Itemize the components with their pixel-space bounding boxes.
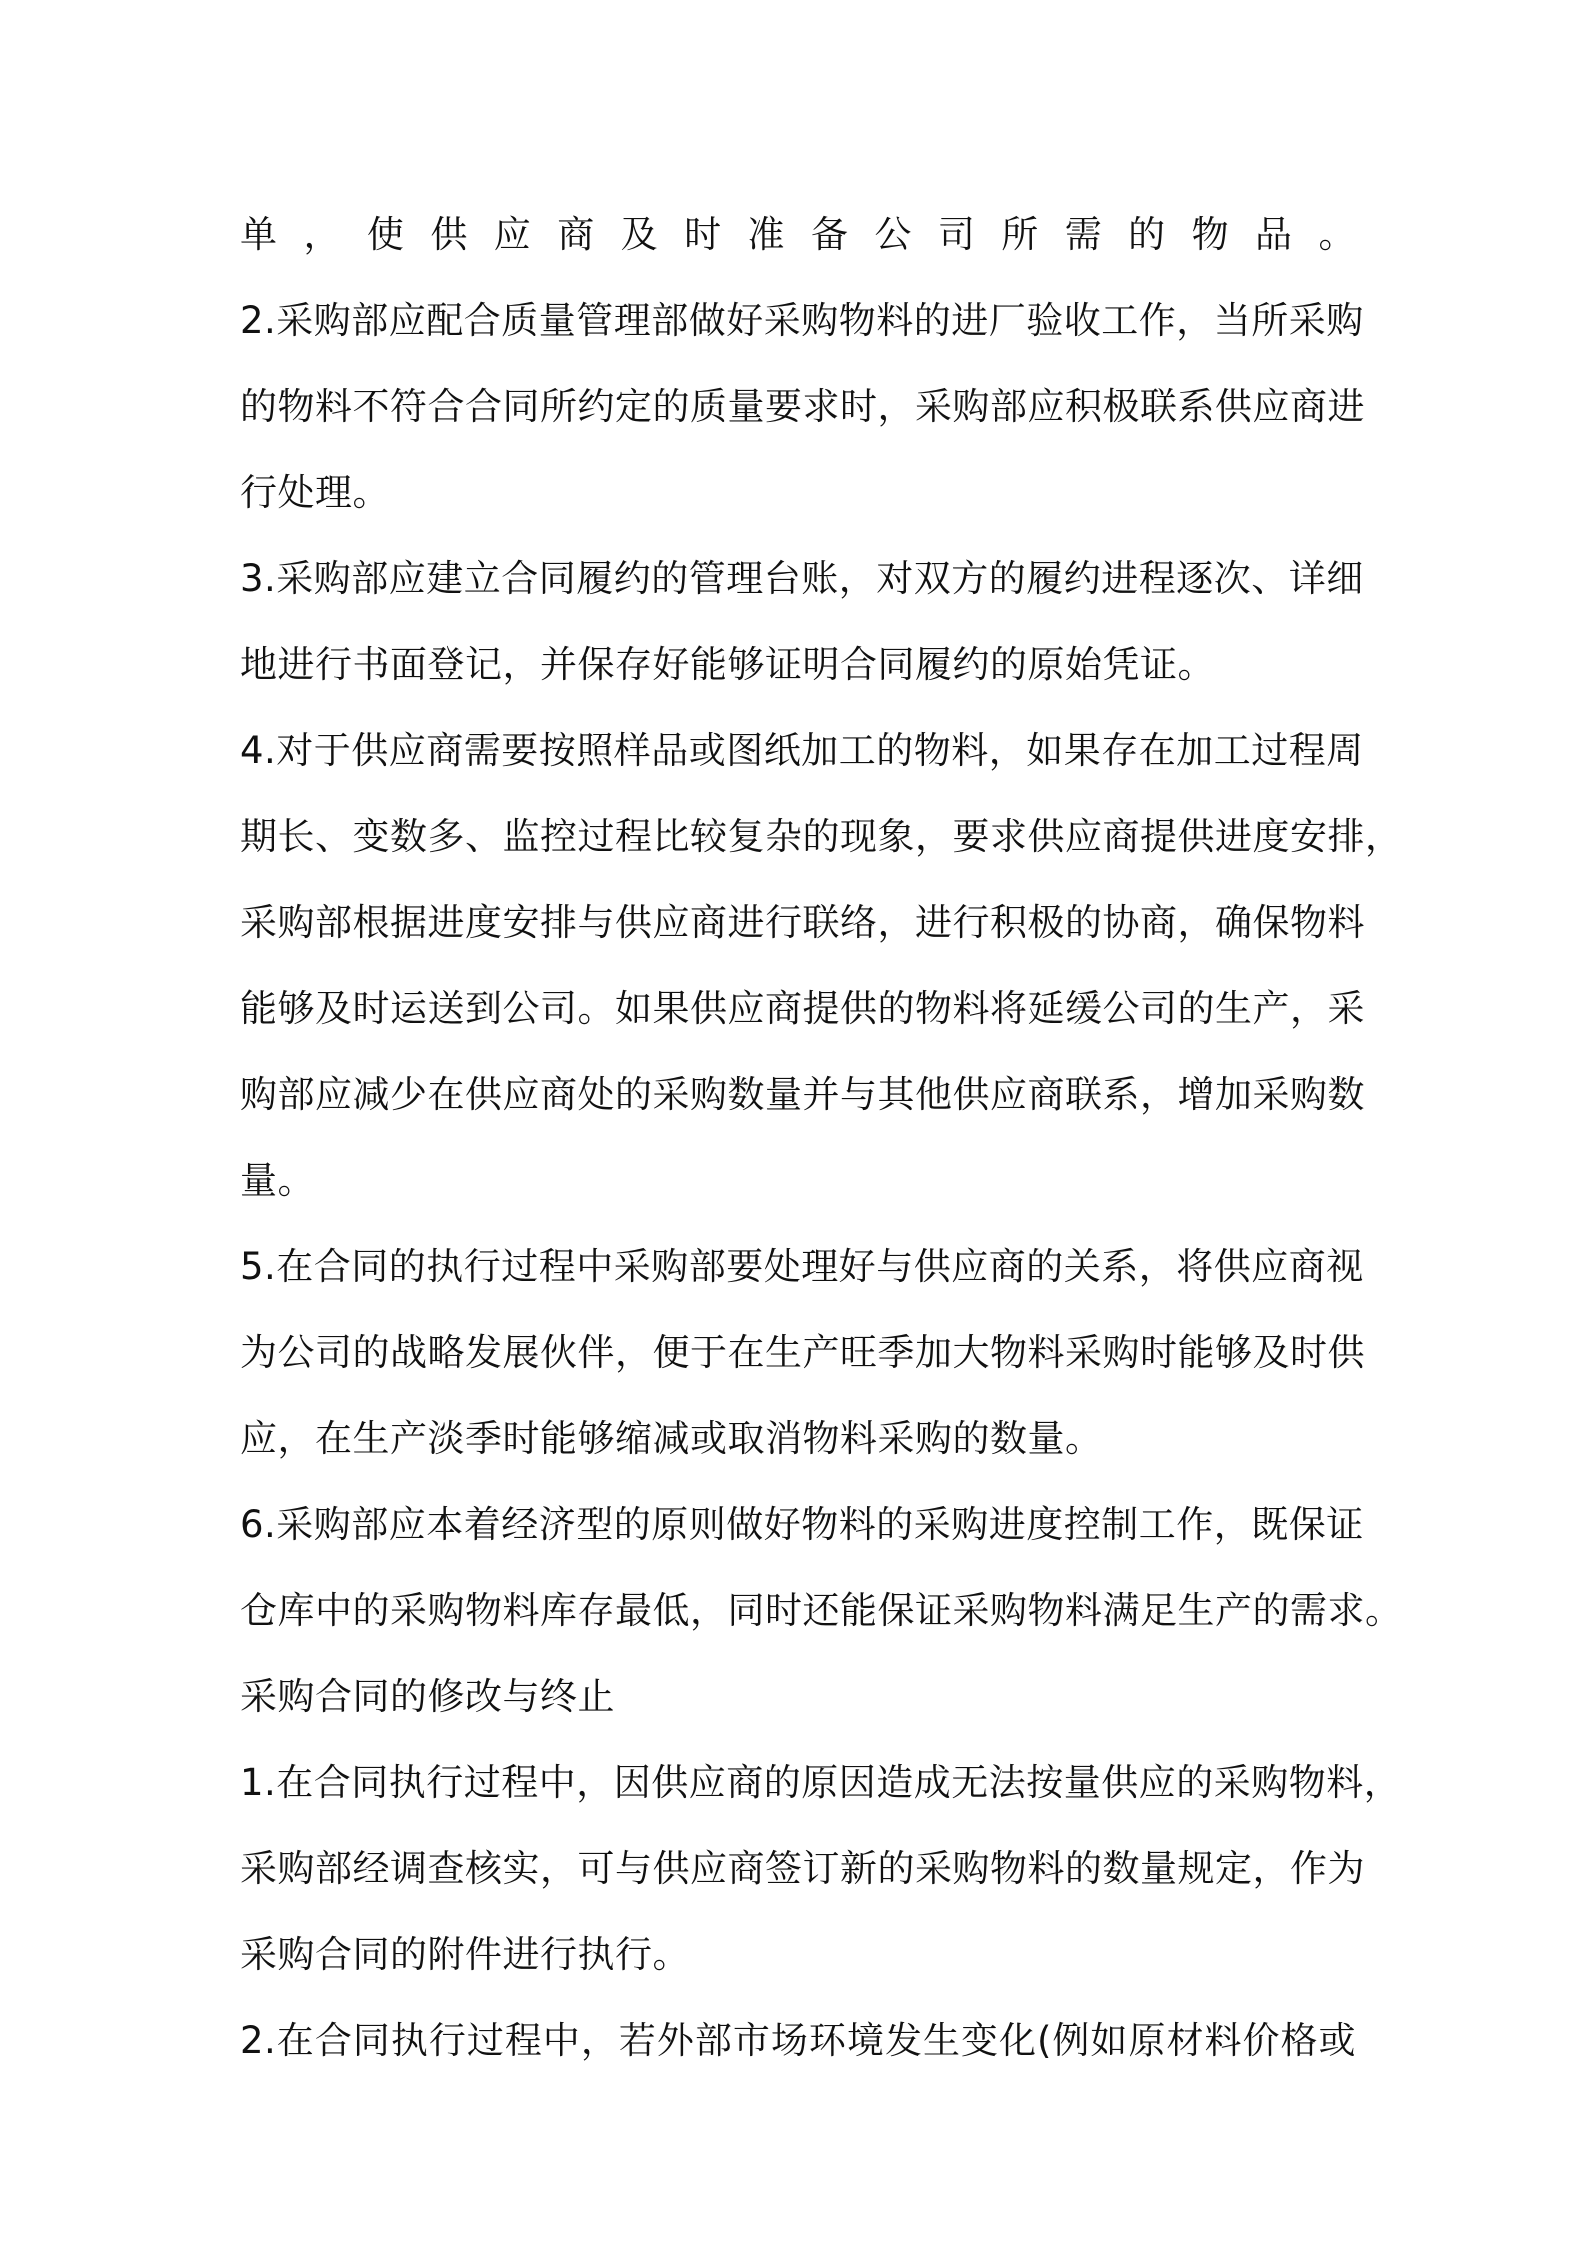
document-body [240,192,1403,2084]
text-line: 期长、变数多、监控过程比较复杂的现象，要求供应商提供进度安排， [240,815,1403,858]
section-heading: 采购合同的修改与终止 [240,1675,615,1718]
text-line: 1.在合同执行过程中，因供应商的原因造成无法按量供应的采购物料， [240,1761,1402,1804]
text-line: 6.采购部应本着经济型的原则做好物料的采购进度控制工作，既保证 [240,1503,1364,1546]
text-line: 5.在合同的执行过程中采购部要处理好与供应商的关系，将供应商视 [240,1245,1364,1288]
text-line: 3.采购部应建立合同履约的管理台账，对双方的履约进程逐次、详细 [240,557,1364,600]
text-line: 购部应减少在供应商处的采购数量并与其他供应商联系，增加采购数 [240,1073,1365,1116]
text-line: 地进行书面登记，并保存好能够证明合同履约的原始凭证。 [240,643,1215,686]
text-line: 行处理。 [240,471,390,514]
text-line: 4.对于供应商需要按照样品或图纸加工的物料，如果存在加工过程周 [240,729,1364,772]
text-line: 量。 [240,1159,315,1202]
text-line: 的物料不符合合同所约定的质量要求时，采购部应积极联系供应商进 [240,385,1365,428]
text-line: 仓库中的采购物料库存最低，同时还能保证采购物料满足生产的需求。 [240,1589,1403,1632]
text-line: 单，使供应商及时准备公司所需的物品。 [240,213,1356,256]
text-line: 2.采购部应配合质量管理部做好采购物料的进厂验收工作，当所采购 [240,299,1364,342]
text-line: 采购部根据进度安排与供应商进行联络，进行积极的协商，确保物料 [240,901,1365,944]
text-line: 能够及时运送到公司。如果供应商提供的物料将延缓公司的生产，采 [240,987,1365,1030]
text-line: 2.在合同执行过程中，若外部市场环境发生变化(例如原材料价格或 [240,2019,1356,2062]
text-line: 为公司的战略发展伙伴，便于在生产旺季加大物料采购时能够及时供 [240,1331,1365,1374]
text-line: 采购合同的附件进行执行。 [240,1933,690,1976]
text-line: 应，在生产淡季时能够缩减或取消物料采购的数量。 [240,1417,1103,1460]
text-line: 采购部经调查核实，可与供应商签订新的采购物料的数量规定，作为 [240,1847,1365,1890]
